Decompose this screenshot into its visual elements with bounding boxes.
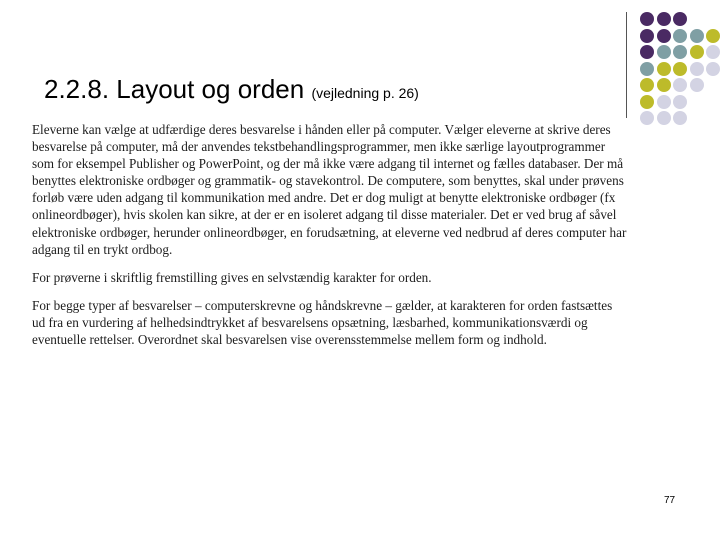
decorative-dot [690, 45, 704, 59]
decorative-dot [673, 12, 687, 26]
slide-body [32, 121, 628, 359]
decorative-dot [673, 45, 687, 59]
decorative-dot [673, 95, 687, 109]
decorative-dot [673, 111, 687, 125]
decorative-dot [673, 62, 687, 76]
decorative-dot [657, 62, 671, 76]
decorative-dot [657, 12, 671, 26]
decorative-dot [640, 12, 654, 26]
decorative-dot [640, 45, 654, 59]
decorative-dot [657, 111, 671, 125]
decorative-dot [657, 29, 671, 43]
decorative-dot [657, 95, 671, 109]
decorative-dot [690, 29, 704, 43]
body-paragraph-1: Eleverne kan vælge at udfærdige deres besvarelse i hånden eller på computer. Vælger eleverne at skrive deres besvarelse på computer, må der anvendes tekstbehandlingsprogrammer, men ikke særlige layoutprogrammer som for eksempel Publisher og PowerPoint, og der må ikke være adgang til internet og fælles databaser. Der må benyttes elektroniske ordbøger og grammatik- og stavekontrol. De computere, som benyttes, skal under prøvens forløb være uden adgang til kommunikation med andre. Det er dog muligt at benytte elektroniske ordbøger (fx onlineordbøger), hvis skolen kan sikre, at der er en isoleret adgang til disse materialer. Det er ved brug af såvel elektroniske ordbøger, herunder onlineordbøger, en forudsætning, at eleverne ved nedbrud af deres computer har adgang til en trykt ordbog. [32, 122, 627, 257]
decorative-dot [706, 29, 720, 43]
decorative-dot [706, 45, 720, 59]
decorative-dot [657, 45, 671, 59]
decorative-dot [640, 29, 654, 43]
decorative-dot [673, 29, 687, 43]
decorative-dot [673, 78, 687, 92]
decorative-dot [640, 78, 654, 92]
decorative-dot [640, 95, 654, 109]
slide-title [44, 74, 419, 105]
page-number: 77 [664, 495, 676, 506]
title-divider [626, 12, 627, 118]
slide-title-text: 2.2.8. Layout og orden [44, 74, 305, 104]
body-paragraph-3: For begge typer af besvarelser – computerskrevne og håndskrevne – gælder, at karakteren for orden fastsættes ud fra en vurdering af helhedsindtrykket af besvarelsens opsætning, læsbarhed, kommunikationsværdi og eventuelle rettelser. Overordnet skal besvarelsen vise overensstemmelse mellem form og indhold. [32, 297, 613, 348]
body-paragraph-2: For prøverne i skriftlig fremstilling gives en selvstændig karakter for orden. [32, 269, 432, 285]
decorative-dot [640, 62, 654, 76]
decorative-dot [657, 78, 671, 92]
decorative-dot [690, 78, 704, 92]
decorative-dot [640, 111, 654, 125]
slide-subtitle: (vejledning p. 26) [311, 85, 419, 101]
decorative-dot [706, 62, 720, 76]
dot-grid-decoration [636, 8, 720, 120]
decorative-dot [690, 62, 704, 76]
